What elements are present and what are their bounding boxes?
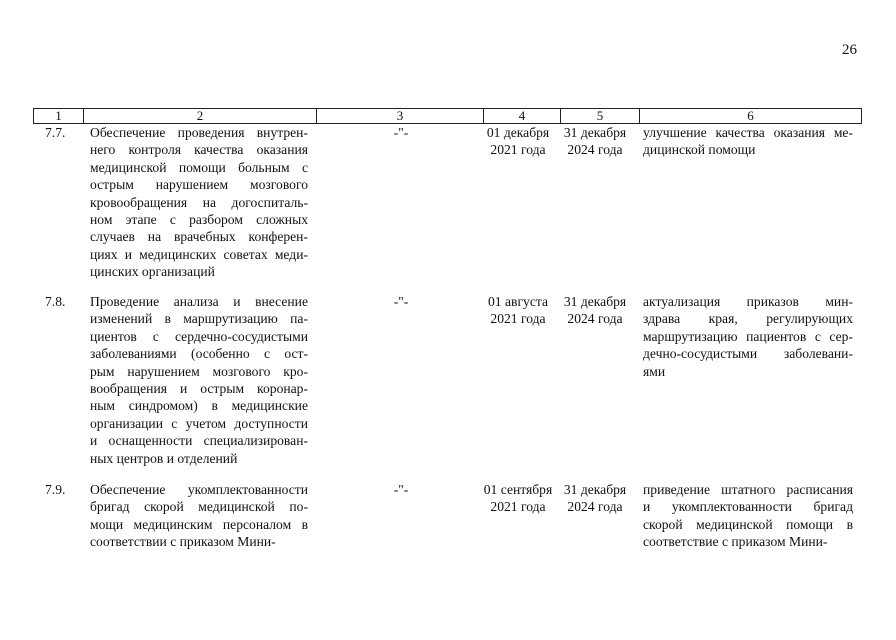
measure-text-line: острым нарушением мозгового [90,177,308,193]
measure-text-line: кровообращения на догоспиталь- [90,194,308,210]
page-number: 26 [842,42,857,58]
end-date-line: 2024 года [567,142,623,158]
header-col-3: 3 [316,109,483,123]
row-number: 7.8. [45,294,66,309]
end-date [557,124,633,159]
measure-text-line: соответствии с приказом Мини- [90,534,276,550]
expected-result [643,481,853,551]
executor: -"- [393,482,409,497]
measure-text-line: заболеваниями (особенно с ост- [90,346,308,362]
measure-text [90,481,308,551]
measure-text-line: бригад скорой медицинской по- [90,499,308,515]
end-date-line: 31 декабря [563,125,627,140]
expected-result-line: ями [643,363,666,379]
end-date-line: 2024 года [567,311,623,327]
measure-text-line: Обеспечение укомплектованности [90,482,308,497]
row-number: 7.9. [45,482,66,497]
header-col-5: 5 [560,109,639,123]
measure-text-line: цинских организаций [90,264,215,280]
executor: -"- [393,294,409,309]
start-date [479,293,557,328]
header-col-4: 4 [483,109,560,123]
measure-text-line: случаев на врачебных конферен- [90,229,308,245]
measure-text-line: и оснащенности специализирован- [90,433,308,449]
measure-text-line: ным синдромом) в медицинские [90,398,308,414]
end-date-line: 2024 года [567,499,623,515]
expected-result-line: актуализация приказов мин- [643,294,853,309]
expected-result-line: маршрутизацию пациентов с сер- [643,328,853,344]
measure-text-line: ном этапе с разбором сложных [90,212,308,228]
start-date [479,124,557,159]
measure-text-line: медицинской помощи больным с [90,159,308,175]
measure-text-line: Проведение анализа и внесение [90,294,308,309]
start-date-line: 2021 года [490,311,546,327]
measure-text-line: циентов с сердечно-сосудистыми [90,328,308,344]
start-date [479,481,557,516]
table-header-row [33,108,862,124]
expected-result-line: дицинской помощи [643,142,756,158]
expected-result-line: приведение штатного расписания [643,482,853,497]
end-date [557,481,633,516]
measure-text-line: изменений в маршрутизацию па- [90,311,308,327]
start-date-line: 2021 года [490,142,546,158]
measure-text [90,293,308,467]
measure-text-line: вообращения и острым коронар- [90,381,308,397]
start-date-line: 2021 года [490,499,546,515]
end-date-line: 31 декабря [563,294,627,309]
measure-text-line: ных центров и отделений [90,450,238,466]
start-date-line: 01 декабря [486,125,550,140]
row-number: 7.7. [45,125,66,140]
header-col-2: 2 [83,109,316,123]
measure-text [90,124,308,281]
measure-text-line: циях и медицинских советах меди- [90,246,308,262]
start-date-line: 01 августа [488,294,548,309]
start-date-line: 01 сентября [483,482,553,497]
end-date-line: 31 декабря [563,482,627,497]
expected-result-line: скорой медицинской помощи в [643,516,853,532]
expected-result-line: и укомплектованности бригад [643,499,853,515]
header-col-6: 6 [639,109,861,123]
measure-text-line: рым нарушением мозгового кро- [90,363,308,379]
expected-result-line: здрава края, регулирующих [643,311,853,327]
measure-text-line: организации с учетом доступности [90,415,308,431]
header-col-1: 1 [55,108,62,123]
expected-result [643,293,853,380]
expected-result-line: улучшение качества оказания ме- [643,125,853,140]
measure-text-line: мощи медицинским персоналом в [90,516,308,532]
expected-result-line: дечно-сосудистыми заболевани- [643,346,853,362]
measure-text-line: Обеспечение проведения внутрен- [90,125,308,140]
executor: -"- [393,125,409,140]
expected-result [643,124,853,159]
expected-result-line: соответствие с приказом Мини- [643,534,828,550]
measure-text-line: него контроля качества оказания [90,142,308,158]
end-date [557,293,633,328]
